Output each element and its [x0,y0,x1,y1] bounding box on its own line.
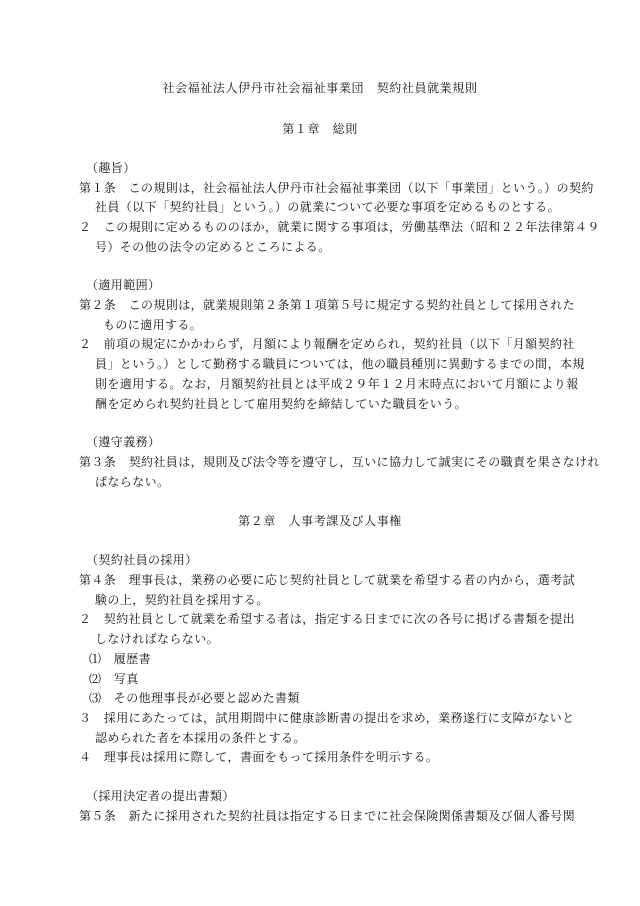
article-4-item-1: ⑴ 履歴書 [89,652,152,666]
chapter-1-heading: 第１章 総則 [282,122,358,136]
article-1-para-2-line-2: 号）その他の法令の定めるところによる。 [95,240,331,254]
article-2-para-2-line-3: 則を適用する。なお，月額契約社員とは平成２９年１２月末時点において月額により報 [95,377,579,391]
article-2-para-2-line-2: 員」という。）として勤務する職員については，他の職員種別に異動するまでの間，本規 [95,357,585,371]
article-2-line-1: 第２条 この規則は，就業規則第２条第１項第５号に規定する契約社員として採用された [79,298,576,312]
article-1-para-2-line-1: ２ この規則に定めるもののほか，就業に関する事項は，労働基準法（昭和２２年法律第４９ [79,220,600,234]
article-4-caption: （契約社員の採用） [86,553,198,567]
article-2-para-2-line-4: 酬を定められ契約社員として雇用契約を締結していた職員をいう。 [95,397,468,411]
article-3-caption: （遵守義務） [86,435,161,449]
article-4-item-2: ⑵ 写真 [89,672,139,686]
article-4-para-3-line-2: 認められた者を本採用の条件とする。 [95,731,306,745]
article-1-line-1: 第１条 この規則は，社会福祉法人伊丹市社会福祉事業団（以下「事業団」という。）の契約 [79,181,594,195]
article-4-para-2-line-1: ２ 契約社員として就業を希望する者は，指定する日までに次の各号に掲げる書類を提出 [79,612,576,626]
article-5-caption: （採用決定者の提出書類） [86,789,235,803]
article-3-line-2: ばならない。 [95,475,170,489]
article-4-para-2-line-2: しなければならない。 [95,632,220,646]
article-2-para-2-line-1: ２ 前項の規定にかかわらず，月額により報酬を定められ，契約社員（以下「月額契約社 [79,337,575,351]
article-2-caption: （適用範囲） [86,278,161,292]
article-4-item-3: ⑶ その他理事長が必要と認めた書類 [89,691,300,705]
document-title: 社会福祉法人伊丹市社会福祉事業団 契約社員就業規則 [162,81,478,95]
chapter-2-heading: 第２章 人事考課及び人事権 [238,514,402,528]
article-2-line-2: ものに適用する。 [103,318,203,332]
article-4-line-2: 験の上，契約社員を採用する。 [95,593,269,607]
article-4-para-4-line-1: ４ 理事長は採用に際して，書面をもって採用条件を明示する。 [79,750,439,764]
article-1-caption: （趣旨） [86,161,136,175]
article-4-para-3-line-1: ３ 採用にあたっては，試用期間中に健康診断書の提出を求め，業務遂行に支障がないと [79,711,575,725]
article-5-line-1: 第５条 新たに採用された契約社員は指定する日までに社会保険関係書類及び個人番号関 [79,809,576,823]
article-4-line-1: 第４条 理事長は，業務の必要に応じ契約社員として就業を希望する者の内から，選考試 [79,573,576,587]
article-3-line-1: 第３条 契約社員は，規則及び法令等を遵守し，互いに協力して誠実にその職責を果さなけれ [79,455,600,469]
article-1-line-2: 社員（以下「契約社員」という。）の就業について必要な事項を定めるものとする。 [95,200,560,214]
